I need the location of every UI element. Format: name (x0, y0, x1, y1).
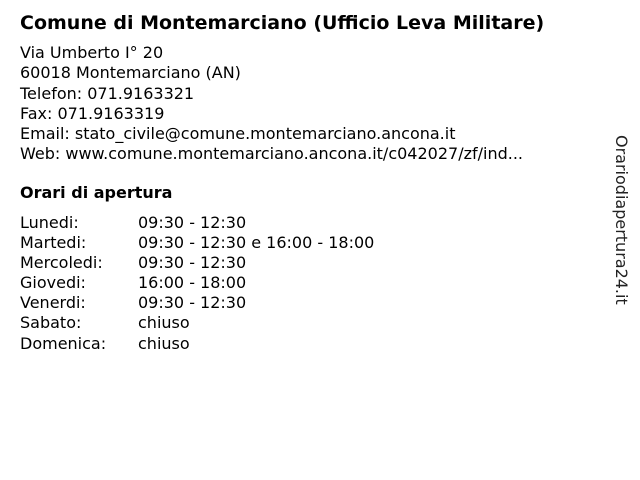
hours-heading: Orari di apertura (20, 183, 173, 202)
page-title: Comune di Montemarciano (Ufficio Leva Militare) (20, 12, 545, 34)
fax-number: Fax: 071.9163319 (20, 103, 165, 123)
day-label: Venerdi: (20, 293, 86, 313)
address-city: 60018 Montemarciano (AN) (20, 63, 241, 83)
day-label: Lunedi: (20, 213, 79, 232)
time-value: 09:30 - 12:30 (138, 293, 247, 313)
address-street: Via Umberto I° 20 (20, 43, 164, 62)
time-value: 09:30 - 12:30 (138, 213, 247, 232)
time-value: chiuso (138, 313, 190, 333)
time-value: 09:30 - 12:30 (138, 253, 247, 273)
contact-block (20, 43, 523, 165)
day-label: Mercoledi: (20, 253, 103, 273)
brand-watermark: Orariodiapertura24.it (612, 135, 631, 305)
time-value: chiuso (138, 333, 190, 353)
day-label: Domenica: (20, 333, 107, 353)
day-label: Martedi: (20, 233, 87, 253)
website-url: Web: www.comune.montemarciano.ancona.it/c042027/zf/ind... (20, 144, 524, 164)
phone-number: Telefon: 071.9163321 (20, 83, 195, 103)
day-label: Sabato: (20, 313, 82, 333)
day-label: Giovedi: (20, 273, 86, 293)
email-address: Email: stato_civile@comune.montemarciano.ancona.it (20, 124, 456, 144)
time-value: 09:30 - 12:30 e 16:00 - 18:00 (138, 233, 375, 253)
time-value: 16:00 - 18:00 (138, 273, 247, 293)
